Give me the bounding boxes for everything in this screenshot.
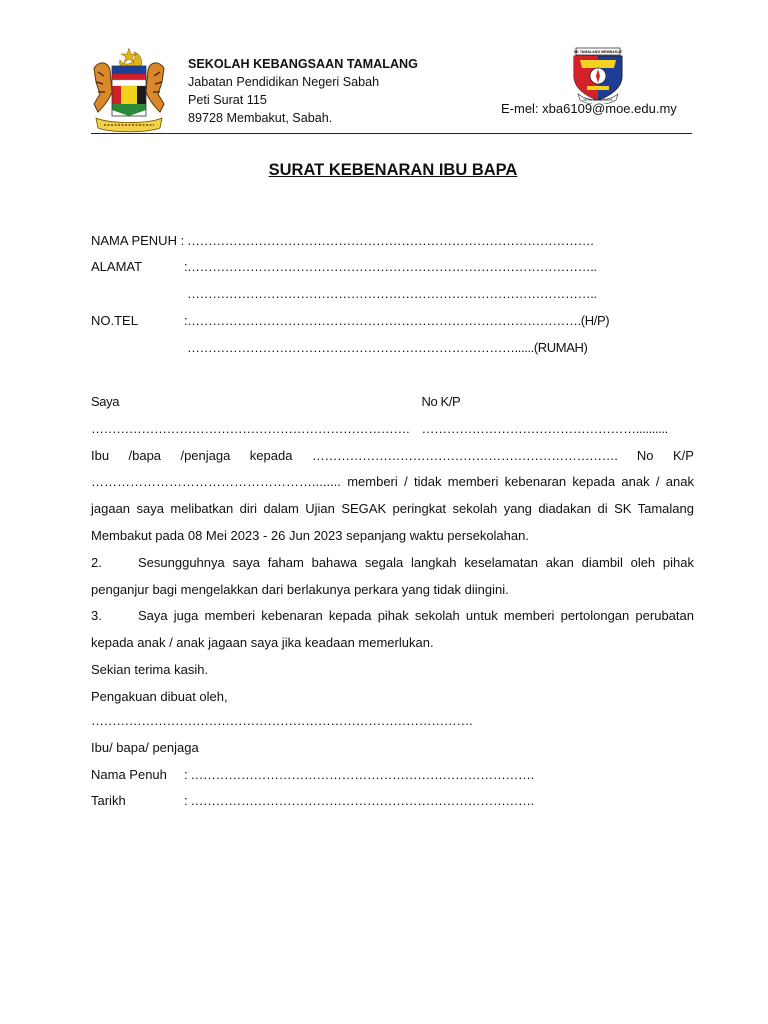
school-department: Jabatan Pendidikan Negeri Sabah bbox=[188, 75, 380, 89]
body-line-memberi: ……………………………………………........ memberi / tidak memberi kebenaran kepada anak / anak bbox=[91, 474, 694, 490]
alamat-field-line2[interactable]: …………………………………………………………………………………….. bbox=[187, 286, 597, 301]
paragraph-2 bbox=[91, 550, 694, 604]
saya-field[interactable]: Saya …………………………………………………………………. bbox=[91, 394, 410, 436]
notel-colon: : bbox=[184, 313, 188, 328]
school-name: SEKOLAH KEBANGSAAN TAMALANG bbox=[188, 57, 418, 71]
notel-rumah-field[interactable]: ……………………………………………………………………......(RUMAH) bbox=[187, 340, 588, 355]
malaysia-coat-of-arms-icon bbox=[90, 46, 168, 134]
school-logo-top-text: SK TAMALANG MEMBAKUT bbox=[573, 50, 623, 54]
school-po-box: Peti Surat 115 bbox=[188, 93, 267, 107]
word: /bapa bbox=[128, 447, 162, 463]
document-title: SURAT KEBENARAN IBU BAPA bbox=[268, 161, 518, 179]
paragraph-3 bbox=[91, 603, 694, 657]
nama-penuh-field[interactable]: ……………………………………………………………………………………. bbox=[187, 233, 594, 248]
letter-body bbox=[91, 389, 694, 711]
sk-tamalang-school-logo-icon bbox=[570, 46, 626, 104]
paragraph-3-number: 3. bbox=[91, 608, 102, 624]
word: K/P bbox=[672, 447, 694, 463]
paragraph-3-text: Saya juga memberi kebenaran kepada pihak sekolah untuk memberi pertolongan perubatan kepada anak / anak jagaan saya jika keadaan memerlukan. bbox=[91, 608, 694, 651]
signature-tarikh-field[interactable]: : ………………………………………………………………………. bbox=[184, 793, 534, 808]
letterhead-divider bbox=[91, 133, 692, 134]
alamat-colon: : bbox=[184, 259, 188, 274]
paragraph-2-number: 2. bbox=[91, 554, 102, 570]
body-line-jagaan: jagaan saya melibatkan diri dalam Ujian SEGAK peringkat sekolah yang diadakan di SK Tamalang bbox=[91, 501, 694, 517]
word: Ibu bbox=[91, 447, 110, 463]
signature-line[interactable]: ………………………………………………………………………………. bbox=[91, 713, 473, 728]
declared-by-line: Pengakuan dibuat oleh, bbox=[91, 688, 228, 704]
signature-nama-field[interactable]: : ………………………………………………………………………. bbox=[184, 767, 534, 782]
signature-nama-label: Nama Penuh bbox=[91, 767, 167, 782]
nama-penuh-label: NAMA PENUH : bbox=[91, 233, 185, 248]
word: No bbox=[636, 447, 654, 463]
signature-role: Ibu/ bapa/ penjaga bbox=[91, 740, 199, 755]
notel-label: NO.TEL bbox=[91, 313, 138, 328]
body-line-membakut: Membakut pada 08 Mei 2023 - 26 Jun 2023 sepanjang waktu persekolahan. bbox=[91, 527, 529, 543]
school-email: E-mel: xba6109@moe.edu.my bbox=[501, 101, 677, 116]
school-letterhead bbox=[188, 55, 418, 127]
closing-line: Sekian terima kasih. bbox=[91, 661, 209, 677]
alamat-field-line1[interactable]: …………………………………………………………………………………….. bbox=[187, 259, 597, 274]
word: /penjaga bbox=[180, 447, 231, 463]
kepada-field[interactable]: ………………………………………………………………. bbox=[311, 447, 618, 463]
alamat-label: ALAMAT bbox=[91, 259, 143, 274]
notel-hp-field[interactable]: ………………………………………………………………………………….(H/P) bbox=[187, 313, 610, 328]
paragraph-2-text: Sesungguhnya saya faham bahawa segala langkah keselamatan akan diambil oleh pihak penganjur bagi mengelakkan dari berlakunya perkara yang tidak diingini. bbox=[91, 554, 694, 597]
signature-tarikh-label: Tarikh bbox=[91, 793, 126, 808]
body-line-ibu-bapa bbox=[91, 443, 694, 470]
school-logo-bottom-text: BERILMU BERJAYA bbox=[583, 98, 613, 102]
no-kp-field[interactable]: No K/P …………………………………………….......... bbox=[421, 394, 668, 436]
word: kepada bbox=[249, 447, 293, 463]
school-address: 89728 Membakut, Sabah. bbox=[188, 111, 333, 125]
body-line-saya bbox=[91, 389, 694, 443]
